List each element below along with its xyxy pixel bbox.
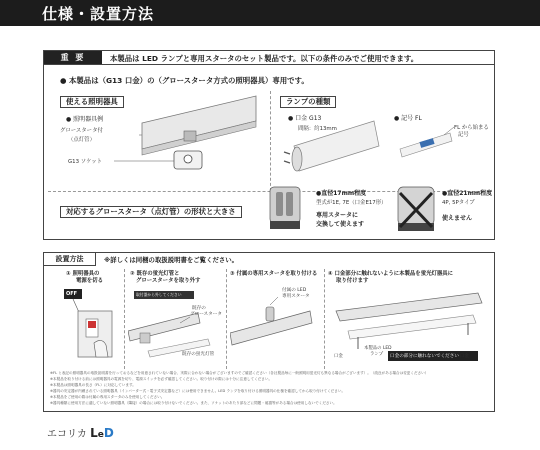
page-title: 仕様・設置方法 [42, 5, 155, 23]
glow-starter-sub: （点灯管） [68, 137, 95, 143]
installation-tag: 設置方法 [44, 253, 96, 266]
base-type: ● 口金 G13 [288, 115, 322, 122]
led-starter [266, 307, 274, 321]
brand-e: e [97, 430, 104, 440]
important-notice-section [43, 50, 495, 240]
small-starter-base [270, 221, 300, 229]
footnote: ※本製品は照明器具の長さ（FL）に対応しています。 [50, 383, 136, 387]
starter-illustration [44, 51, 496, 241]
usable-fixtures-label: 使える照明器具 [60, 96, 124, 108]
step2-label1: 既存の [192, 306, 206, 311]
brand-prefix: エコリカ [47, 429, 87, 440]
step2-title-line2: グロースタータを取り外す [136, 278, 201, 284]
step3-illustration [230, 293, 320, 363]
starter-socket [140, 333, 150, 343]
step2-title [130, 271, 200, 285]
footnote: ※本製品をご使用の際は付属の専用スタータのみを使用してください。 [50, 395, 165, 399]
step1-title-line1: ① 照明器具の [66, 271, 100, 277]
ok-note-2: 交換して使えます [316, 221, 365, 228]
footnote: ※FL と表記の照明器具の取扱説明書を行っておるなどを用意されていない場合、実際に合わない場合がございますのでご確認ください（各社製品毎に一般照明用蛍光灯も異なる場合がございます）。（改良がある場合は変更ください） [50, 371, 429, 375]
ok-note-1: 専用スタータに [316, 212, 359, 219]
step4-label4: 口金 [460, 354, 469, 359]
small-starter [270, 187, 300, 223]
step1-title [66, 271, 103, 285]
step2-label3: 既存の蛍光灯管 [182, 352, 215, 357]
lamp-symbol: ● 記号 FL [394, 115, 422, 122]
installation-section [43, 252, 495, 412]
lamp-types-label: ランプの種類 [280, 96, 336, 108]
step1-title-line2: 電源を切る [76, 278, 103, 284]
important-tag: 重 要 [44, 51, 102, 64]
starter-shape-label: 対応するグロースタータ（点灯管）の形状と大きさ [60, 206, 242, 218]
ok-diameter: ●直径17mm程度 [316, 190, 367, 197]
ng-note: 使えません [442, 215, 473, 222]
symbol-note-1: FL から始まる [454, 125, 489, 131]
brand-d: D [103, 426, 114, 440]
footnote: ※本製品を取り付ける前には照明器具の電源を切り、電源スイッチを必ず確認してください。取り付けの際には十分に注意してください。 [50, 377, 273, 381]
step-divider [124, 269, 125, 369]
step2-label2: グロースタータ [190, 312, 222, 317]
small-starter-tube [276, 192, 283, 216]
switch-illustration [64, 289, 120, 361]
step4-warning: 口金の部分に触れないでください [390, 354, 459, 359]
page-header [0, 0, 540, 26]
step4-title-line1: ④ 口金部分に触れないように本製品を蛍光灯器具に [328, 271, 454, 277]
ok-types: 型式が1E, 7E（口金E17形） [316, 200, 387, 206]
brand-logo [47, 425, 114, 440]
step3-label2: 専用スタータ [282, 294, 310, 299]
step3-title: ③ 付属の専用スタータを取り付ける [230, 271, 318, 277]
off-label: OFF [66, 291, 78, 297]
notice-text: 本製品は LED ランプと専用スタータのセット製品です。以下の条件のみでご使用できます。 [110, 54, 419, 63]
leader-line [270, 297, 278, 305]
ng-diameter: ●直径21mm程度 [442, 190, 493, 197]
pin-spacing: 間隔：約13mm [298, 126, 337, 132]
small-starter-tube [286, 192, 293, 216]
step4-title-line2: 取り付けます [336, 278, 369, 284]
ng-types: 4P, 5Pタイプ [442, 200, 475, 206]
fixture-example-title: ● 照明器具例 [66, 116, 104, 123]
large-starter [398, 187, 434, 225]
step3-label1: 付属の LED [282, 288, 307, 293]
step2-hint: 取付器から外してください [134, 291, 194, 299]
footnote: ※器具種類に使用方法に適していない照明器具（隣接）の場合には取り付けないでください。また、ソケットのあたり部などに問題・破損等がある場合は使用しないでください。 [50, 401, 337, 405]
step4-label3: ランプ [370, 352, 384, 357]
g13-socket-label: G13 ソケット [68, 159, 102, 165]
footnote: ※器具の安定器が内蔵されている照明器具（インバーター式・電子式安定器など）には使用できません。LED ランプを取り付ける照明器具の仕様を確認してから取り付けてください。 [50, 389, 346, 393]
brand-l: L [90, 426, 98, 440]
step-divider [226, 269, 227, 369]
installation-note: ※詳しくは同梱の取扱説明書をご覧ください。 [104, 256, 239, 264]
led-lamp [348, 315, 476, 339]
symbol-note-2: 記号 [458, 132, 469, 138]
brand-led [90, 426, 114, 440]
step4-title [328, 271, 453, 285]
switch-indicator [88, 321, 96, 328]
step2-title-line1: ② 既存の蛍光灯管と [130, 271, 180, 277]
exclusive-use-statement: ● 本製品は（G13 口金）の（グロースタータ方式の照明器具）専用です。 [60, 76, 309, 85]
step-divider [324, 269, 325, 369]
glow-starter-label: グロースタータ付 [60, 128, 103, 134]
step4-label1: 口金 [334, 354, 343, 359]
step4-label2: 本製品の LED [364, 346, 392, 351]
